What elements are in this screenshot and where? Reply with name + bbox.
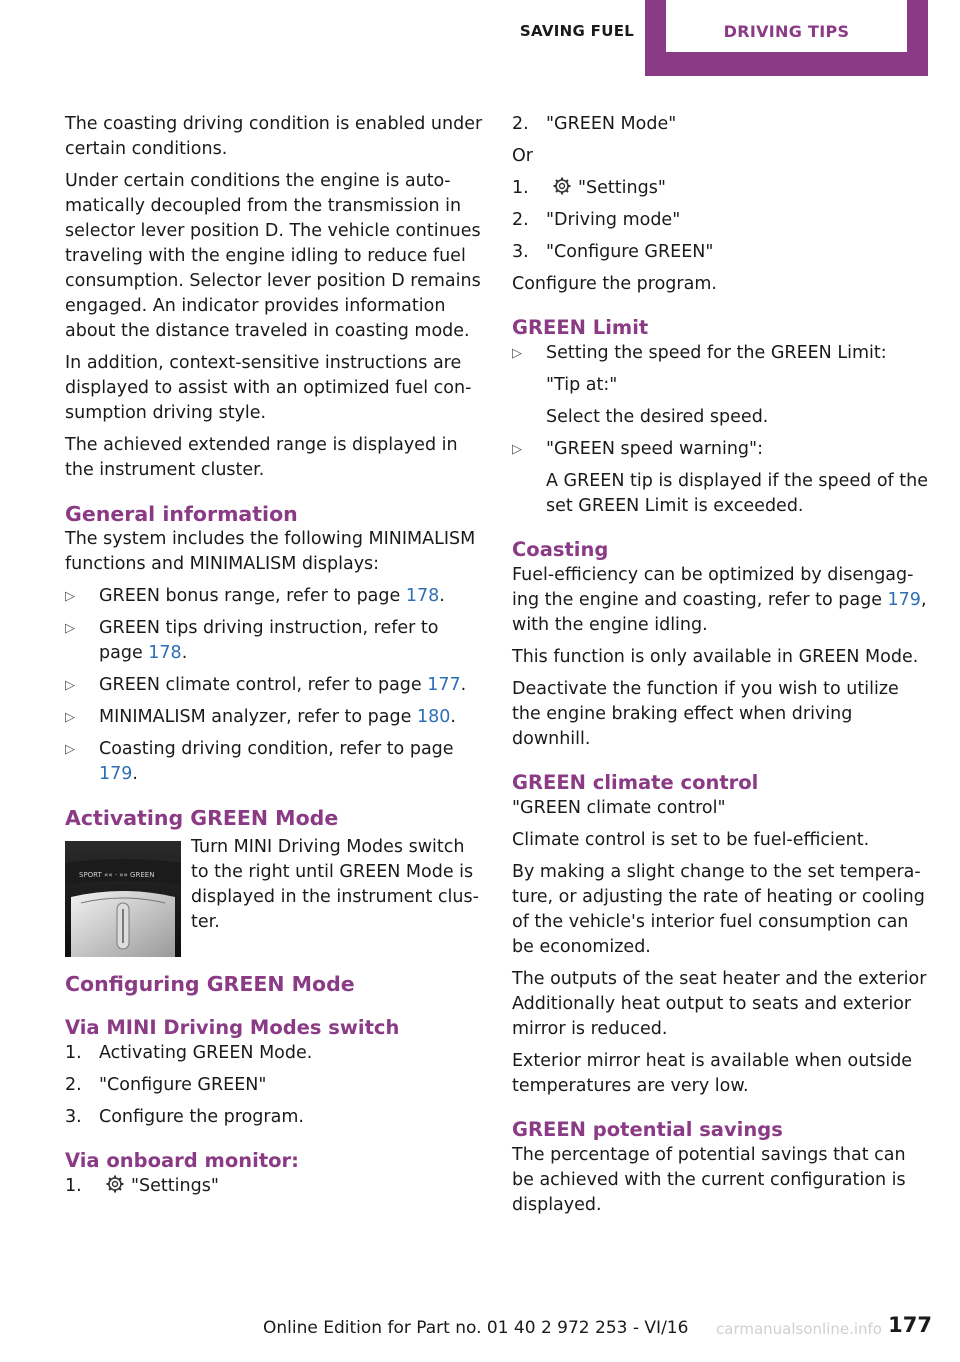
- edition-footer: Online Edition for Part no. 01 40 2 972 253 - VI/16: [263, 1318, 689, 1338]
- green-potential-savings-heading: GREEN potential savings: [512, 1118, 783, 1141]
- list-item: 3. "Configure GREEN": [512, 242, 714, 262]
- paragraph: This function is only available in GREEN Mode.: [512, 647, 919, 667]
- list-item: 1. "Settings": [512, 178, 666, 198]
- triangle-bullet-icon: ▷: [65, 678, 75, 693]
- paragraph: By making a slight change to the set temperature, or adjusting the rate of heating or cooling of the vehicle's interior fuel consumption can be economized.: [512, 862, 925, 957]
- activating-green-mode-heading: Activating GREEN Mode: [65, 806, 339, 830]
- chapter-tab-active: [645, 0, 928, 76]
- watermark: carmanualsonline.info: [716, 1320, 882, 1338]
- general-information-heading: General information: [65, 502, 298, 526]
- paragraph: The achieved extended range is displayed in the instrument cluster.: [65, 435, 458, 480]
- paragraph: The percentage of potential savings that can be achieved with the current configuration is displayed.: [512, 1145, 906, 1215]
- triangle-bullet-icon: ▷: [512, 442, 522, 457]
- triangle-bullet-icon: ▷: [65, 710, 75, 725]
- activating-text: Turn MINI Driving Modes switch to the right until GREEN Mode is displayed in the instrument cluster.: [191, 837, 479, 932]
- green-limit-list: [512, 341, 932, 519]
- right-column: [512, 112, 932, 1225]
- list-item: 1. "Settings": [65, 1176, 219, 1196]
- triangle-bullet-icon: ▷: [65, 589, 75, 604]
- paragraph: The outputs of the seat heater and the exterior Additionally heat output to seats and exterior mirror is reduced.: [512, 969, 927, 1039]
- or-label: Or: [512, 146, 533, 166]
- paragraph: Climate control is set to be fuel-efficient.: [512, 830, 870, 850]
- via-monitor-heading: Via onboard monitor:: [65, 1149, 299, 1172]
- list-item: ▷ Setting the speed for the GREEN Limit: "Tip at:" Select the desired speed.: [512, 343, 887, 427]
- via-switch-steps: [65, 1041, 485, 1130]
- paragraph: Exterior mirror heat is available when outside temperatures are very low.: [512, 1051, 913, 1096]
- driving-modes-switch-photo: [65, 841, 181, 957]
- page-link[interactable]: 179: [99, 764, 133, 784]
- general-intro: The system includes the following MINIMALISM functions and MINIMALISM displays:: [65, 529, 476, 574]
- function-list: [65, 584, 485, 787]
- paragraph: The coasting driving condition is enabled under certain conditions.: [65, 114, 483, 159]
- page-link[interactable]: 179: [887, 590, 921, 610]
- via-switch-heading: Via MINI Driving Modes switch: [65, 1016, 400, 1039]
- gear-icon: [105, 1174, 125, 1194]
- paragraph: Deactivate the function if you wish to utilize the engine braking effect when driving downhill.: [512, 679, 899, 749]
- list-item: 2. "Configure GREEN": [65, 1075, 267, 1095]
- section-tab: SAVING FUEL: [519, 22, 635, 40]
- page-link[interactable]: 180: [416, 707, 451, 727]
- green-limit-heading: GREEN Limit: [512, 316, 649, 339]
- paragraph: In addition, context-sensitive instructions are displayed to assist with an optimized fuel consumption driving style.: [65, 353, 472, 423]
- list-item: ▷ "GREEN speed warning": A GREEN tip is displayed if the speed of the set GREEN Limit is exceeded.: [512, 439, 928, 516]
- left-column: [65, 112, 485, 1206]
- monitor-steps-continued: [512, 112, 932, 137]
- page-link[interactable]: 177: [427, 675, 461, 695]
- paragraph: Fuel-efficiency can be optimized by disengaging the engine and coasting, refer to page 179, with the engine idling.: [512, 565, 927, 635]
- chapter-tab-bar: [0, 0, 960, 76]
- paragraph: Configure the program.: [512, 274, 717, 294]
- paragraph: Under certain conditions the engine is automatically decoupled from the transmission in selector lever position D. The vehicle continues traveling with the engine idling to reduce fuel consumption. Selector lever position D remains engaged. An indicator provides information about the distance traveled in coasting mode.: [65, 171, 481, 341]
- alt-steps: [512, 176, 932, 265]
- activating-block: [65, 835, 485, 953]
- coasting-heading: Coasting: [512, 538, 609, 561]
- list-item: ▷ Coasting driving condition, refer to page 179.: [65, 739, 454, 784]
- list-item: ▷ GREEN bonus range, refer to page 178.: [65, 584, 485, 609]
- page-link[interactable]: 178: [148, 643, 182, 663]
- list-item: 2. "Driving mode": [512, 210, 681, 230]
- list-item: 3. Configure the program.: [65, 1107, 304, 1127]
- chapter-tab-label: DRIVING TIPS: [723, 22, 850, 41]
- list-item: ▷ GREEN climate control, refer to page 177.: [65, 673, 485, 698]
- configuring-green-mode-heading: Configuring GREEN Mode: [65, 972, 355, 996]
- paragraph: "GREEN climate control": [512, 798, 726, 818]
- page-number: 177: [888, 1313, 932, 1337]
- page-link[interactable]: 178: [405, 586, 440, 606]
- list-item: ▷ MINIMALISM analyzer, refer to page 180.: [65, 705, 485, 730]
- switch-label: SPORT «« · »» GREEN: [79, 871, 155, 879]
- gear-icon: [552, 176, 572, 196]
- green-climate-control-heading: GREEN climate control: [512, 771, 759, 794]
- triangle-bullet-icon: ▷: [512, 346, 522, 361]
- via-monitor-steps: [65, 1174, 485, 1199]
- list-item: ▷ GREEN tips driving instruction, refer to page 178.: [65, 618, 439, 663]
- triangle-bullet-icon: ▷: [65, 742, 75, 757]
- triangle-bullet-icon: ▷: [65, 621, 75, 636]
- list-item: 2. "GREEN Mode": [512, 114, 677, 134]
- list-item: 1. Activating GREEN Mode.: [65, 1043, 313, 1063]
